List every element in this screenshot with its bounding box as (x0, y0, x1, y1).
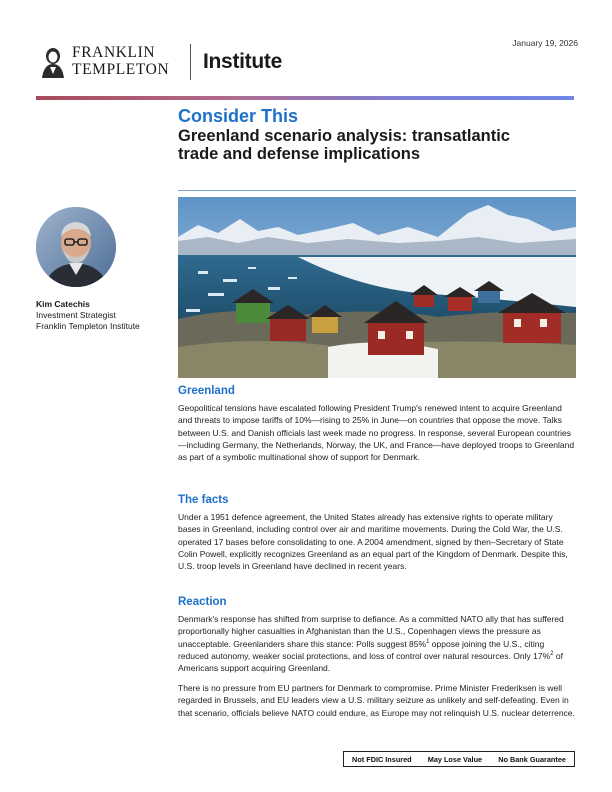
section-heading-greenland: Greenland (178, 385, 235, 397)
section-greenland-paragraph: Geopolitical tensions have escalated following President Trump's renewed intent to acquire Greenland and threats to impose tariffs of 10%—rising to 25% in June—on countries that oppose the move. Talks between U.S. and Danish officials last week made no progress. In response, several European countries—including Germany, the Netherlands, Norway, the UK, and France—have deployed troops to Greenland as part of a symbolic multinational show of support for Denmark. (178, 403, 575, 463)
greenland-village-photo (178, 197, 576, 378)
section-reaction-paragraph-2: There is no pressure from EU partners for Denmark to compromise. Prime Minister Frederiksen is well regarded in Brussels, and EU leaders view a U.S. military seizure as unlikely and self-defeating. Even in that scenario, officials believe NATO could endure, as Europe may not relinquish U.S. nuclear deterrence. (178, 683, 575, 718)
brand-wordmark (72, 44, 169, 78)
franklin-portrait-logo-icon (40, 46, 66, 78)
author-role: Investment Strategist (36, 310, 116, 320)
brand-line-2: TEMPLETON (72, 61, 170, 78)
author-block (36, 299, 140, 332)
author-name: Kim Catechis (36, 299, 90, 309)
footnote-ref-2[interactable]: 2 (550, 651, 554, 658)
page-title: Greenland scenario analysis: transatlantic trade and defense implications (178, 127, 510, 163)
disclaimer-item: No Bank Guarantee (498, 754, 566, 764)
author-org: Franklin Templeton Institute (36, 321, 140, 331)
header-gradient-bar (36, 96, 574, 100)
disclaimer-item: Not FDIC Insured (352, 754, 412, 764)
logo-divider (190, 44, 191, 80)
disclaimer-item: May Lose Value (427, 754, 483, 764)
author-avatar (36, 207, 116, 287)
brand-line-1: FRANKLIN (72, 44, 156, 61)
title-divider (178, 190, 576, 191)
section-facts-paragraph: Under a 1951 defence agreement, the United States already has extensive rights to operate military bases in Greenland, including control over air and maritime movements. During the Cold War, the U.S. operated 17 bases before consolidating to one. A 2004 amendment, signed by then–Secretary of State Colin Powell, explicitly recognizes Greenland as an equal part of the Kingdom of Denmark. Despite this, U.S. troop levels in Greenland have declined in recent years. (178, 512, 568, 572)
footnote-ref-1[interactable]: 1 (426, 638, 430, 645)
section-heading-reaction: Reaction (178, 596, 227, 608)
publication-date: January 19, 2026 (512, 38, 578, 48)
fdic-disclaimer-box (343, 751, 575, 767)
series-kicker: Consider This (178, 106, 299, 126)
section-reaction-paragraph-1: Denmark's response has shifted from surprise to defiance. As a committed NATO ally that has suffered proportionally higher casualties in Afghanistan than the U.S., Copenhagen views the pressure as unacceptable. Greenlanders share this stance: Polls suggest 85%$^1$ oppose joining the U.S., citing reduced autonomy, weaker social protections, and loss of control over natural resources. Only 17%$^2$ of Americans support acquiring Greenland. (178, 614, 564, 674)
institute-label: Institute (203, 50, 282, 73)
section-heading-facts: The facts (178, 494, 229, 506)
